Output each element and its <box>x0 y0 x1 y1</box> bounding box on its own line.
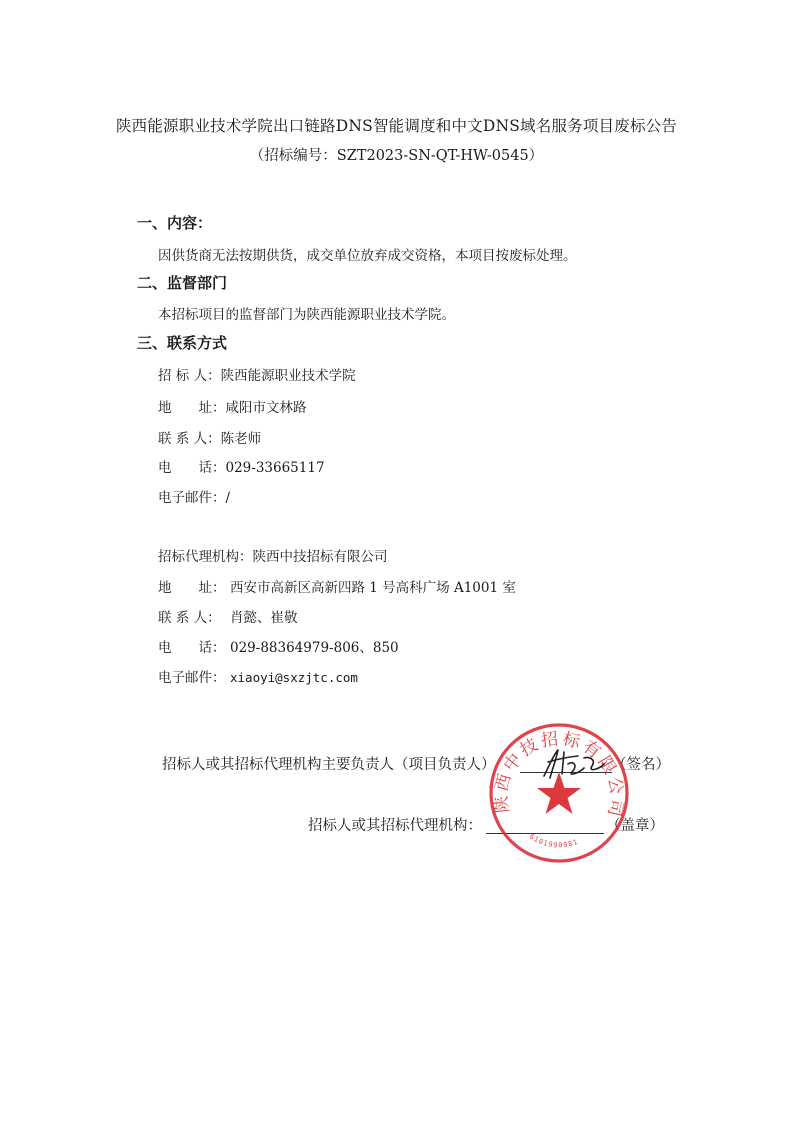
stamp-text: 陕西中技招标有限公司 <box>491 728 627 822</box>
tenderer-name: 陕西能源职业技术学院 <box>220 368 356 384</box>
tenderer-contact-label: 联 系 人： <box>158 431 221 447</box>
section-body-content: 因供货商无法按期供货，成交单位放弃成交资格，本项目按废标处理。 <box>158 248 577 264</box>
agency-email: xiaoyi@sxzjtc.com <box>230 670 358 685</box>
section-heading-contact: 三、联系方式 <box>137 334 228 352</box>
agency-address-label: 地 址： <box>158 580 226 596</box>
section-body-supervision: 本招标项目的监督部门为陕西能源职业技术学院。 <box>158 307 455 323</box>
signature-line2-prefix: 招标人或其招标代理机构： <box>308 818 482 834</box>
agency-name-row <box>158 545 388 565</box>
tenderer-address: 咸阳市文林路 <box>225 400 307 416</box>
tenderer-contact-row <box>158 427 261 447</box>
tenderer-phone-label: 电 话： <box>158 460 226 476</box>
tenderer-email: / <box>225 490 231 506</box>
agency-contact-label: 联 系 人： <box>158 610 221 626</box>
agency-phone-label: 电 话： <box>158 640 226 656</box>
section-heading-supervision: 二、监督部门 <box>137 274 228 292</box>
signature-line1-suffix: （签名） <box>612 757 670 773</box>
agency-phone: 029-88364979-806、850 <box>230 640 399 656</box>
agency-email-row <box>158 666 358 686</box>
signature-line2-suffix: （盖章） <box>606 818 664 834</box>
tenderer-email-label: 电子邮件： <box>158 490 226 506</box>
agency-email-label: 电子邮件： <box>158 670 226 686</box>
tenderer-email-row <box>158 486 230 506</box>
agency-name: 陕西中技招标有限公司 <box>252 549 388 565</box>
page-title: 陕西能源职业技术学院出口链路DNS智能调度和中文DNS域名服务项目废标公告 <box>115 117 678 135</box>
tender-number: （招标编号：SZT2023-SN-QT-HW-0545） <box>249 148 544 164</box>
tenderer-contact: 陈老师 <box>220 431 262 447</box>
tenderer-address-label: 地 址： <box>158 400 226 416</box>
stamp-code: 6101990081 <box>527 832 580 850</box>
agency-address: 西安市高新区高新四路 1 号高科广场 A1001 室 <box>230 580 516 596</box>
tenderer-phone: 029-33665117 <box>225 460 325 476</box>
signature-line1-prefix: 招标人或其招标代理机构主要负责人（项目负责人） <box>162 757 496 773</box>
agency-address-row <box>158 576 516 596</box>
agency-contact: 肖懿、崔敬 <box>230 610 298 626</box>
agency-contact-row <box>158 606 298 626</box>
tenderer-name-label: 招 标 人： <box>158 368 221 384</box>
agency-phone-row <box>158 636 399 656</box>
tenderer-phone-row <box>158 456 325 476</box>
agency-name-label: 招标代理机构： <box>158 549 253 565</box>
handwritten-signature <box>538 744 610 784</box>
section-heading-content: 一、内容： <box>137 214 213 232</box>
tenderer-name-row <box>158 364 356 384</box>
tenderer-address-row <box>158 396 307 416</box>
